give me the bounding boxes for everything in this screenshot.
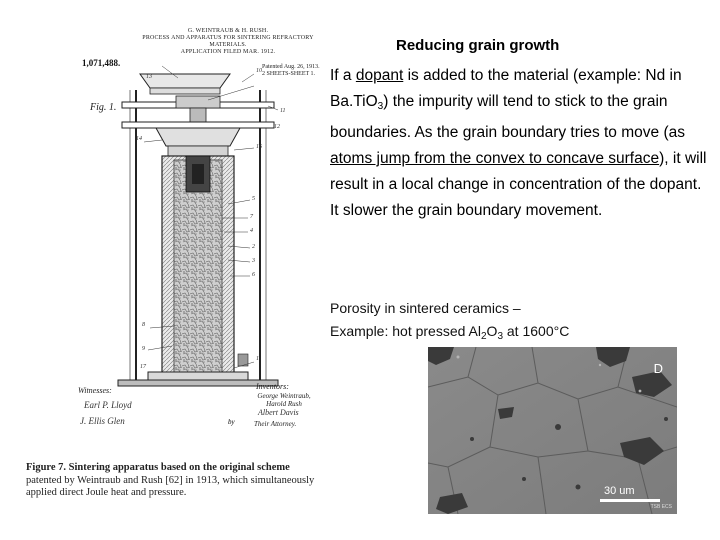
sem-image	[428, 347, 677, 514]
sem-panel-label: D	[653, 361, 663, 376]
callout-17: 17	[140, 364, 146, 370]
slide-title: Reducing grain growth	[396, 37, 560, 54]
paragraph-line-1	[330, 63, 710, 198]
text-fragment: If a	[330, 67, 356, 84]
patent-application-line: APPLICATION FILED MAR. 1912.	[180, 49, 276, 55]
fig-label: Fig. 1.	[90, 102, 117, 113]
caption-bold: Figure 7. Sintering apparatus based on the original scheme	[26, 462, 290, 473]
witness-signature-1: Earl P. Lloyd	[84, 400, 132, 410]
callout-6: 6	[252, 272, 255, 278]
witnesses-label: Witnesses:	[78, 386, 112, 395]
callout-10: 10	[256, 68, 262, 74]
witness-signature-2: J. Ellis Glen	[80, 416, 125, 426]
main-paragraph	[330, 63, 710, 224]
patent-title: PROCESS AND APPARATUS FOR SINTERING REFRACTORY MATERIALS.	[142, 35, 314, 48]
callout-14: 14	[136, 136, 142, 142]
inventor-names	[244, 392, 324, 408]
text-fragment: ) the impurity will tend to stick to the grain boundaries. As the grain boundary tries to move (as	[330, 93, 685, 141]
callout-3: 3	[252, 258, 255, 264]
attorney-signature: Albert Davis	[258, 408, 299, 417]
callout-11: 11	[280, 108, 286, 114]
inventors-label: Inventors:	[256, 382, 289, 391]
porosity-line-1: Porosity in sintered ceramics –	[330, 300, 521, 316]
callout-9: 9	[142, 346, 145, 352]
callout-16: 16	[256, 144, 262, 150]
text-fragment: is added to the material (example: Nd in Ba.TiO	[330, 67, 682, 110]
callout-2: 2	[252, 244, 255, 250]
porosity-text	[330, 297, 569, 348]
paragraph-line-2: It slower the grain boundary movement.	[330, 202, 603, 219]
sem-micrograph	[428, 347, 677, 514]
subscript: 3	[497, 331, 503, 342]
inventor-2: Harold Rush	[266, 400, 302, 408]
callout-7: 7	[250, 214, 253, 220]
patent-number: 1,071,488.	[82, 58, 121, 68]
patent-inventors-header: G. WEINTRAUB & H. RUSH.	[187, 28, 269, 34]
scale-bar	[600, 499, 660, 502]
sheets-label: 2 SHEETS-SHEET 1.	[262, 71, 316, 77]
figure-caption	[26, 462, 326, 500]
scale-bar-label: 30 um	[604, 485, 635, 497]
callout-8: 8	[142, 322, 145, 328]
subscript: 3	[377, 101, 384, 112]
by-label: by	[228, 418, 235, 426]
subscript: 2	[480, 331, 487, 342]
caption-rest: patented by Weintraub and Rush [62] in 1913, which simultaneously applied direct Joule heat and pressure.	[26, 474, 315, 498]
callout-12: 12	[274, 124, 280, 130]
inventor-1: George Weintraub,	[257, 392, 311, 400]
attorney-label: Their Attorney.	[254, 420, 297, 428]
dopant-link: dopant	[355, 67, 404, 84]
text-fragment: at 1600°C	[503, 323, 570, 339]
text-fragment: O	[486, 323, 498, 339]
callout-13: 13	[146, 74, 152, 80]
callout-4: 4	[250, 228, 253, 234]
callout-1: 1	[256, 356, 259, 362]
atoms-jump-link: atoms jump from the convex to concave surface	[330, 150, 660, 167]
scale-tag: TSB ECS	[650, 504, 672, 510]
patented-date: Patented Aug. 26, 1913.	[262, 64, 320, 70]
porosity-line-2	[330, 320, 569, 348]
patent-figure	[26, 28, 326, 506]
callout-5: 5	[252, 196, 255, 202]
text-fragment: Example: hot pressed Al	[330, 323, 481, 339]
text-fragment: ), it will result in a local change in concentration of the dopant.	[330, 150, 707, 193]
